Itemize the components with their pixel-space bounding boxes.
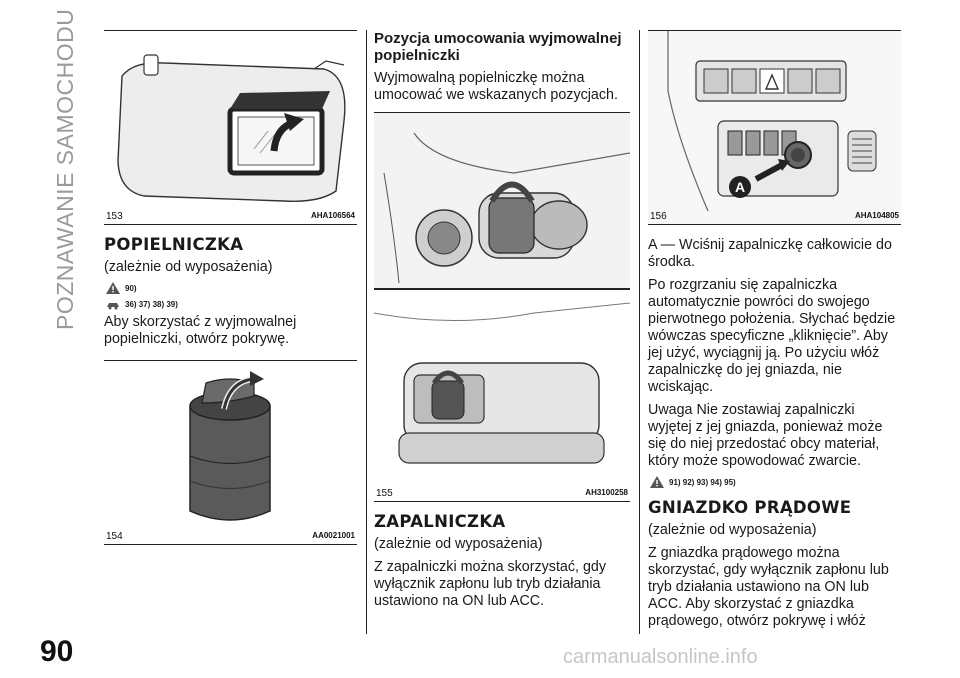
body-text: A — Wciśnij zapalniczkę całkowicie do środka. xyxy=(648,237,892,270)
figure-number: 153 xyxy=(106,211,123,222)
warning-ref-text: 90) xyxy=(125,283,137,293)
figure-code: AH3100258 xyxy=(585,488,628,497)
figure-code: AA0021001 xyxy=(312,531,355,540)
figure-number: 156 xyxy=(650,211,667,222)
warning-reference xyxy=(106,282,357,294)
warning-ref-text: 91) 92) 93) 94) 95) xyxy=(669,477,736,487)
subsection-heading: Pozycja umocowania wyjmowalnej popielniczki xyxy=(374,30,622,64)
callout-label-a: A xyxy=(734,179,746,195)
warning-reference xyxy=(650,476,901,488)
availability-note: (zależnie od wyposażenia) xyxy=(104,259,273,275)
ashtray-illustration xyxy=(104,361,357,544)
figure-caption xyxy=(650,211,899,222)
body-text: Aby skorzystać z wyjmowalnej popielniczki, otwórz pokrywę. xyxy=(104,314,297,347)
sun-visor-illustration xyxy=(104,31,357,224)
warning-triangle-icon xyxy=(106,282,120,294)
figure-caption xyxy=(106,211,355,222)
console-illustration xyxy=(374,113,630,501)
body-text: Z zapalniczki można skorzystać, gdy wyłącznik zapłonu lub tryb działania ustawiono na ON lub ACC. xyxy=(374,559,607,609)
availability-note: (zależnie od wyposażenia) xyxy=(648,522,817,538)
column-divider xyxy=(639,30,640,634)
note-text: Uwaga Nie zostawiaj zapalniczki wyjętej z jej gniazda, ponieważ może się do niej przedostać obcy materiał, który może spowodować zwarcie. xyxy=(648,402,883,469)
section-side-title: POZNAWANIE SAMOCHODU xyxy=(52,8,78,330)
column-3 xyxy=(648,30,901,636)
figure-code: AHA106564 xyxy=(310,211,355,220)
figure-number: 154 xyxy=(106,531,123,542)
page-number: 90 xyxy=(40,635,74,668)
figure-155-ashtray-positions xyxy=(374,112,630,502)
figure-154-ashtray xyxy=(104,360,357,545)
availability-note: (zależnie od wyposażenia) xyxy=(374,536,543,552)
body-text: Po rozgrzaniu się zapalniczka automatycznie powróci do swojego pierwotnego położenia. Słychać będzie wówczas specyficzne „kliknięcie”. Aby jej użyć, wyciągnij ją. Po użyciu włóż zapalniczkę do jej gniazda, nie wciskając. xyxy=(648,277,896,395)
dashboard-illustration xyxy=(648,31,901,224)
watermark: carmanualsonline.info xyxy=(563,646,758,668)
caution-reference xyxy=(106,298,357,310)
figure-153-sun-visor-mirror xyxy=(104,30,357,225)
body-text: Wyjmowalną popielniczkę można umocować we wskazanych pozycjach. xyxy=(374,70,618,103)
section-heading: ZAPALNICZKA xyxy=(374,512,506,531)
column-1 xyxy=(104,30,357,545)
warning-triangle-icon xyxy=(650,476,664,488)
section-heading: GNIAZDKO PRĄDOWE xyxy=(648,498,852,517)
section-heading: POPIELNICZKA xyxy=(104,235,244,254)
caution-car-icon xyxy=(106,298,120,310)
figure-caption xyxy=(106,531,355,542)
figure-156-cigar-lighter xyxy=(648,30,901,225)
caution-ref-text: 36) 37) 38) 39) xyxy=(125,299,178,309)
column-2 xyxy=(374,30,630,616)
figure-number: 155 xyxy=(376,488,393,499)
column-divider xyxy=(366,30,367,634)
figure-caption xyxy=(376,488,628,499)
figure-code: AHA104805 xyxy=(854,211,899,220)
body-text: Z gniazdka prądowego można skorzystać, gdy wyłącznik zapłonu lub tryb działania ustawiono na ON lub ACC. Aby skorzystać z gniazdka prądowego, otwórz pokrywę i włóż xyxy=(648,545,889,629)
